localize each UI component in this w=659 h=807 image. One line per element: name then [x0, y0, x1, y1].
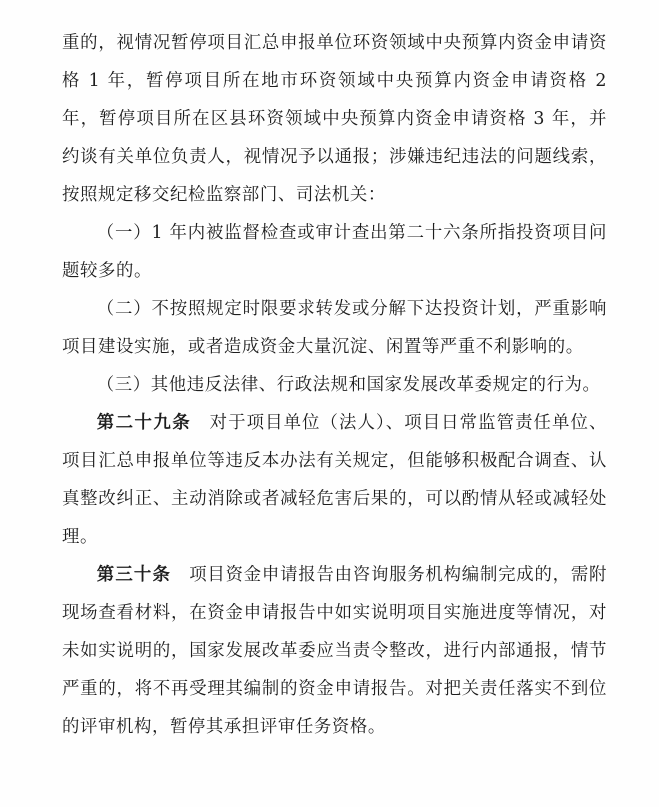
list-item-2	[62, 290, 607, 366]
article-29-label: 第二十九条	[96, 413, 192, 433]
paragraph-continued	[62, 24, 607, 214]
paragraph-text: （二）不按照规定时限要求转发或分解下达投资计划，严重影响项目建设实施，或者造成资金大量沉淀、闲置等严重不利影响的。	[62, 299, 607, 357]
article-29-text: 对于项目单位（法人）、项目日常监管责任单位、项目汇总申报单位等违反本办法有关规定，但能够积极配合调查、认真整改纠正、主动消除或者减轻危害后果的，可以酌情从轻或减轻处理。	[62, 413, 607, 547]
article-30-label: 第三十条	[96, 565, 172, 585]
list-item-3	[62, 366, 607, 404]
paragraph-text: （一）1 年内被监督检查或审计查出第二十六条所指投资项目问题较多的。	[62, 223, 607, 281]
article-29	[62, 404, 607, 556]
paragraph-text: 重的，视情况暂停项目汇总申报单位环资领域中央预算内资金申请资格 1 年，暂停项目所在地市环资领域中央预算内资金申请资格 2 年，暂停项目所在区县环资领域中央预算内资金申请资格 3 年，并约谈有关单位负责人，视情况予以通报；涉嫌违纪违法的问题线索，按照规定移交纪检监察部门、司法机关：	[62, 33, 607, 205]
article-30-text: 项目资金申请报告由咨询服务机构编制完成的，需附现场查看材料，在资金申请报告中如实说明项目实施进度等情况，对未如实说明的，国家发展改革委应当责令整改，进行内部通报，情节严重的，将不再受理其编制的资金申请报告。对把关责任落实不到位的评审机构，暂停其承担评审任务资格。	[62, 565, 607, 737]
paragraph-text: （三）其他违反法律、行政法规和国家发展改革委规定的行为。	[96, 375, 601, 395]
article-30	[62, 556, 607, 746]
list-item-1	[62, 214, 607, 290]
document-body	[62, 24, 607, 746]
